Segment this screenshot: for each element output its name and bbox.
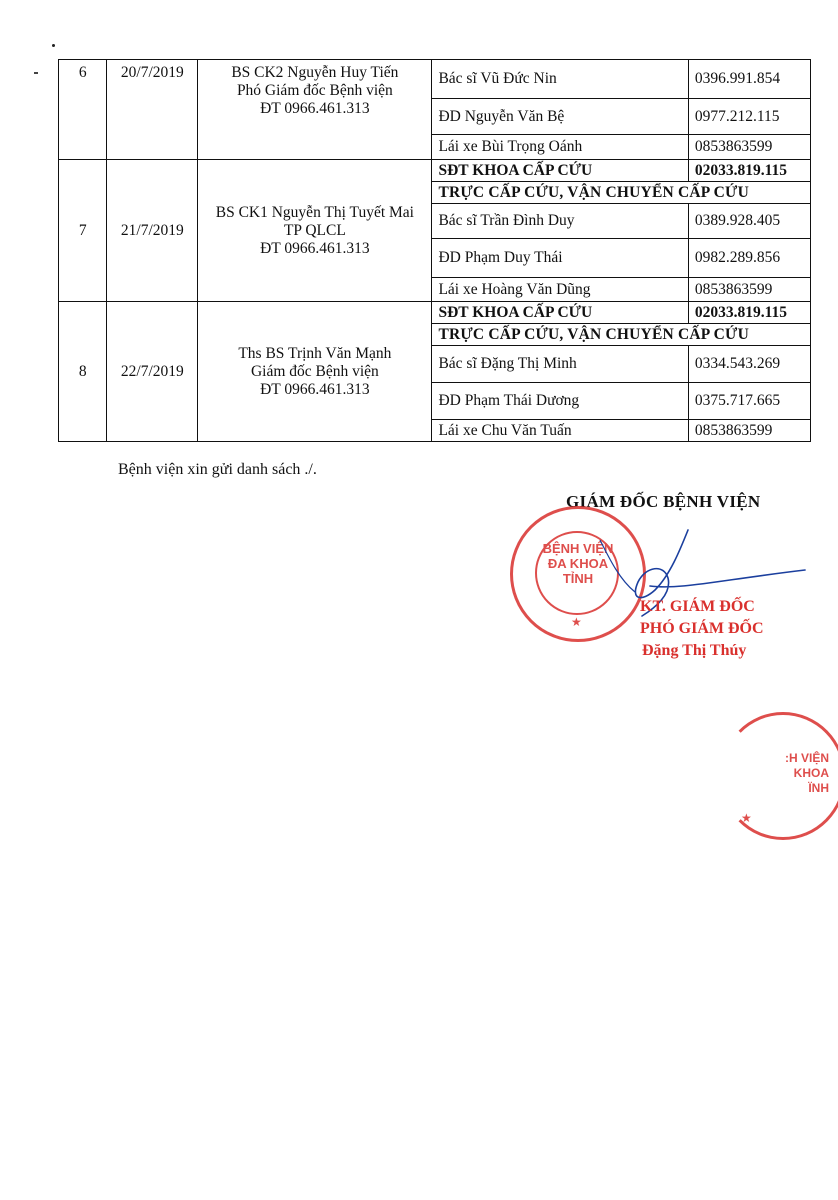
seal-line: ĐA KHOA bbox=[547, 556, 609, 571]
seal-line: ΪNH bbox=[808, 781, 829, 795]
staff-phone: 0396.991.854 bbox=[688, 60, 810, 99]
staff-name: Lái xe Chu Văn Tuấn bbox=[432, 420, 688, 442]
scan-speck bbox=[52, 44, 55, 47]
leader-name: Ths BS Trịnh Văn Mạnh bbox=[238, 344, 392, 362]
leader-name: BS CK2 Nguyễn Huy Tiến bbox=[231, 64, 399, 81]
seal-line: TỈNH bbox=[562, 571, 594, 586]
leader-position: TP QLCL bbox=[283, 221, 346, 239]
staff-name: Lái xe Bùi Trọng Oánh bbox=[432, 135, 688, 160]
seal-line: KHOA bbox=[793, 766, 829, 780]
hotline-phone: 02033.819.115 bbox=[688, 302, 810, 324]
hotline-label: SĐT KHOA CẤP CỨU bbox=[432, 302, 688, 324]
duty-date: 22/7/2019 bbox=[107, 302, 198, 442]
staff-name: Bác sĩ Đặng Thị Minh bbox=[432, 346, 688, 383]
table-row bbox=[59, 302, 811, 324]
leader-position: Giám đốc Bệnh viện bbox=[250, 362, 379, 380]
leader-cell bbox=[198, 60, 432, 160]
staff-name: ĐD Nguyễn Văn Bệ bbox=[432, 99, 688, 135]
duty-schedule-table bbox=[58, 59, 811, 442]
leader-position: Phó Giám đốc Bệnh viện bbox=[236, 82, 393, 99]
signer-block bbox=[640, 596, 764, 662]
leader-phone: ĐT 0966.461.313 bbox=[260, 380, 370, 398]
table-row bbox=[59, 60, 811, 99]
staff-phone: 0977.212.115 bbox=[688, 99, 810, 135]
staff-name: Bác sĩ Trần Đình Duy bbox=[432, 204, 688, 239]
staff-phone: 0853863599 bbox=[688, 420, 810, 442]
on-behalf-label: KT. GIÁM ĐỐC bbox=[640, 598, 755, 615]
leader-cell bbox=[198, 302, 432, 442]
staff-phone: 0853863599 bbox=[688, 135, 810, 160]
leader-phone: ĐT 0966.461.313 bbox=[260, 239, 370, 257]
row-number: 8 bbox=[59, 302, 107, 442]
seal-line: BỆNH VIỆN bbox=[542, 541, 614, 556]
signature-title: GIÁM ĐỐC BỆNH VIỆN bbox=[566, 492, 761, 511]
partial-seal bbox=[720, 712, 838, 840]
section-header: TRỰC CẤP CỨU, VẬN CHUYỂN CẤP CỨU bbox=[432, 182, 811, 204]
row-number: 7 bbox=[59, 160, 107, 302]
star-icon: ★ bbox=[571, 615, 582, 629]
staff-phone: 0334.543.269 bbox=[688, 346, 810, 383]
staff-name: Lái xe Hoàng Văn Dũng bbox=[432, 278, 688, 302]
closing-text: Bệnh viện xin gửi danh sách ./. bbox=[118, 461, 317, 478]
seal-line: :H VIỆN bbox=[784, 751, 829, 765]
signer-name: Đặng Thị Thúy bbox=[642, 642, 747, 659]
hotline-phone: 02033.819.115 bbox=[688, 160, 810, 182]
leader-phone: ĐT 0966.461.313 bbox=[260, 100, 370, 117]
scan-mark bbox=[34, 72, 38, 74]
leader-cell bbox=[198, 160, 432, 302]
staff-phone: 0375.717.665 bbox=[688, 383, 810, 420]
duty-date: 21/7/2019 bbox=[107, 160, 198, 302]
section-header: TRỰC CẤP CỨU, VẬN CHUYỂN CẤP CỨU bbox=[432, 324, 811, 346]
staff-phone: 0982.289.856 bbox=[688, 239, 810, 278]
duty-date: 20/7/2019 bbox=[107, 60, 198, 160]
star-icon: ★ bbox=[741, 811, 752, 825]
signer-position: PHÓ GIÁM ĐỐC bbox=[640, 620, 764, 637]
staff-name: Bác sĩ Vũ Đức Nin bbox=[432, 60, 688, 99]
table-row bbox=[59, 160, 811, 182]
row-number: 6 bbox=[59, 60, 107, 160]
staff-name: ĐD Phạm Duy Thái bbox=[432, 239, 688, 278]
staff-name: ĐD Phạm Thái Dương bbox=[432, 383, 688, 420]
staff-phone: 0389.928.405 bbox=[688, 204, 810, 239]
seal-text bbox=[729, 751, 829, 796]
hotline-label: SĐT KHOA CẤP CỨU bbox=[432, 160, 688, 182]
leader-name: BS CK1 Nguyễn Thị Tuyết Mai bbox=[215, 203, 414, 221]
staff-phone: 0853863599 bbox=[688, 278, 810, 302]
